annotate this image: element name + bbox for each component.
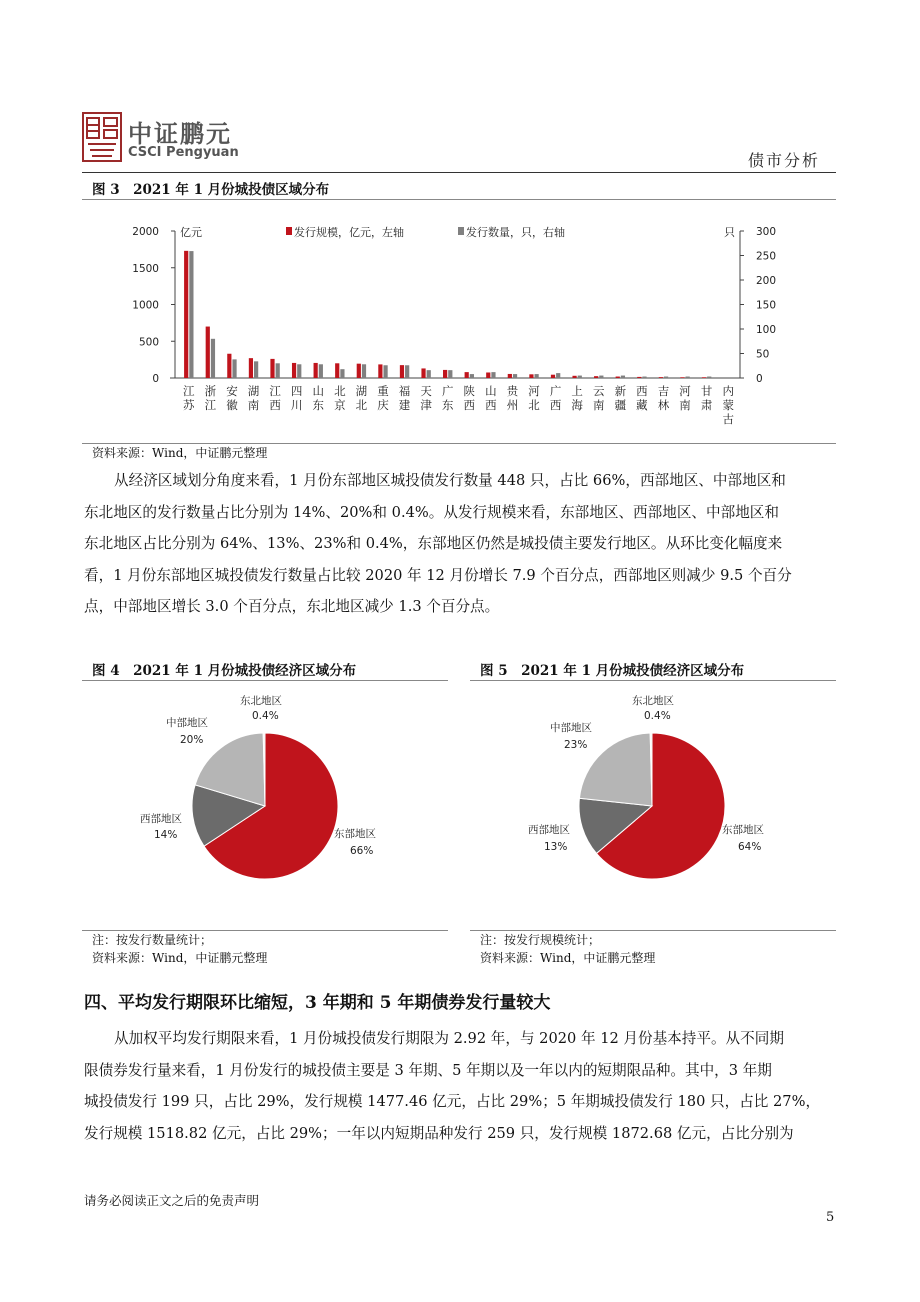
left-tick-label: 1500	[132, 262, 159, 275]
left-tick-label: 2000	[132, 226, 159, 238]
fig5-title: 图 5 2021 年 1 月份城投债经济区域分布	[480, 663, 745, 679]
bar-count-2	[232, 359, 236, 378]
bar-count-11	[427, 370, 431, 378]
bar-scale-11	[421, 368, 425, 378]
bar-scale-3	[249, 358, 253, 378]
bar-scale-2	[227, 354, 231, 378]
category-label: 甘	[700, 384, 713, 398]
left-tick-label: 0	[152, 373, 159, 385]
bar-count-0	[189, 251, 193, 378]
category-label: 京	[334, 398, 346, 412]
category-label: 安	[226, 384, 238, 398]
pie4-value-northeast: 0.4%	[252, 710, 279, 722]
category-label: 津	[420, 398, 432, 412]
para2-line-4: 发行规模 1518.82 亿元，占比 29%；一年以内短期品种发行 259 只，发行规模 1872.68 亿元，占比分别为	[84, 1124, 794, 1142]
category-label: 北	[528, 398, 540, 412]
category-label: 西	[549, 398, 562, 412]
category-label: 北	[334, 384, 346, 398]
category-label: 山	[485, 384, 497, 398]
bar-scale-23	[680, 377, 684, 378]
category-label: 福	[398, 384, 411, 398]
category-label: 南	[593, 398, 605, 412]
para2-line-1: 从加权平均发行期限来看，1 月份城投债发行期限为 2.92 年，与 2020 年 12 月份基本持平。从不同期	[114, 1030, 784, 1047]
bar-scale-14	[486, 372, 490, 378]
category-label: 林	[657, 398, 670, 412]
bar-scale-15	[508, 374, 512, 378]
bar-count-12	[448, 370, 452, 378]
bar-count-24	[707, 377, 711, 378]
category-label: 藏	[636, 398, 648, 412]
right-tick-label: 100	[756, 324, 777, 336]
right-tick-label: 250	[756, 250, 777, 263]
category-label: 湖	[247, 384, 260, 398]
pie5-label-west: 西部地区	[528, 824, 570, 836]
bar-count-8	[362, 364, 366, 378]
bar-count-19	[599, 376, 603, 378]
category-label: 北	[355, 398, 368, 412]
category-label: 内	[722, 384, 734, 398]
bar-scale-17	[551, 375, 555, 378]
bar-scale-21	[637, 377, 641, 378]
footer-disclaimer: 请务必阅读正文之后的免责声明	[84, 1193, 260, 1208]
fig4-source: 资料来源：Wind，中证鹏元整理	[92, 951, 268, 965]
fig5-pie-chart	[470, 682, 836, 922]
category-label: 南	[247, 398, 260, 412]
category-label: 西	[269, 398, 281, 412]
bar-count-5	[297, 364, 301, 378]
bar-count-4	[276, 363, 280, 378]
logo-name-en: CSCI Pengyuan	[128, 145, 239, 160]
category-label: 广	[549, 384, 562, 398]
bar-scale-7	[335, 363, 339, 378]
category-label: 苏	[183, 398, 195, 412]
right-unit-label: 只	[724, 226, 735, 239]
bar-count-6	[319, 364, 323, 378]
pie5-value-east: 64%	[738, 841, 762, 853]
left-tick-label: 1000	[132, 299, 159, 312]
bar-scale-10	[400, 365, 404, 378]
right-tick-label: 200	[756, 275, 777, 287]
pie5-value-northeast: 0.4%	[644, 710, 671, 722]
legend-swatch-scale	[286, 227, 292, 235]
fig3-source: 资料来源：Wind，中证鹏元整理	[92, 446, 268, 460]
category-label: 肃	[700, 398, 713, 412]
category-label: 海	[571, 398, 583, 412]
left-tick-label: 500	[138, 336, 159, 349]
fig4-note: 注：按发行数量统计；	[92, 933, 213, 947]
category-label: 江	[269, 384, 281, 398]
bar-count-1	[211, 339, 215, 378]
bar-scale-9	[378, 364, 382, 378]
bar-scale-24	[702, 377, 706, 378]
bar-count-22	[664, 377, 668, 378]
paragraph-maturity	[84, 1023, 836, 1149]
category-label: 湖	[355, 384, 368, 398]
pie4-label-northeast: 东北地区	[240, 695, 282, 707]
pie4-value-west: 14%	[154, 829, 178, 841]
category-label: 西	[485, 398, 497, 412]
category-label: 西	[636, 384, 648, 398]
fig4-top-rule	[82, 680, 448, 681]
category-label: 山	[312, 384, 324, 398]
category-label: 河	[679, 384, 691, 398]
fig5-source: 资料来源：Wind，中证鹏元整理	[480, 951, 656, 965]
bar-scale-4	[270, 359, 274, 378]
bar-scale-19	[594, 376, 598, 378]
category-label: 徽	[226, 398, 238, 412]
pie5-label-central: 中部地区	[550, 722, 592, 734]
bar-count-9	[383, 365, 387, 378]
category-label: 疆	[614, 398, 627, 412]
bar-scale-8	[357, 364, 361, 378]
bar-scale-6	[314, 363, 318, 378]
bar-count-17	[556, 373, 560, 378]
fig3-top-rule	[82, 199, 836, 200]
para1-line-2: 东北地区的发行数量占比分别为 14%、20%和 0.4%。从发行规模来看，东部地区、西部地区、中部地区和	[84, 503, 779, 521]
category-label: 江	[204, 398, 217, 412]
category-label: 东	[312, 398, 324, 412]
para1-line-4: 看，1 月份东部地区城投债发行数量占比较 2020 年 12 月份增长 7.9 个百分点，西部地区则减少 9.5 个百分	[84, 566, 792, 584]
bar-count-16	[535, 374, 539, 378]
bar-count-18	[578, 376, 582, 378]
right-tick-label: 150	[756, 299, 777, 312]
bar-count-20	[621, 376, 625, 378]
category-label: 庆	[377, 398, 389, 412]
right-tick-label: 50	[756, 348, 770, 361]
logo-seal-icon	[82, 112, 122, 162]
pie5-value-central: 23%	[564, 739, 588, 751]
category-label: 西	[463, 398, 476, 412]
bar-scale-12	[443, 370, 447, 378]
category-label: 古	[722, 412, 734, 426]
para1-line-5: 点，中部地区增长 3.0 个百分点，东北地区减少 1.3 个百分点。	[84, 598, 500, 615]
category-label: 建	[398, 398, 411, 412]
bar-count-15	[513, 374, 517, 378]
pie4-label-west: 西部地区	[140, 813, 182, 825]
category-label: 州	[506, 398, 519, 412]
category-label: 陕	[463, 384, 476, 398]
category-label: 重	[377, 384, 389, 398]
category-label: 新	[614, 384, 627, 398]
section-name: 债市分析	[748, 151, 821, 170]
fig3-bar-chart	[82, 215, 836, 435]
bar-scale-22	[659, 377, 663, 378]
pie4-label-central: 中部地区	[166, 717, 208, 729]
bar-scale-13	[465, 372, 469, 378]
pie5-label-east: 东部地区	[722, 824, 764, 836]
bar-count-13	[470, 374, 474, 378]
section4-heading: 四、平均发行期限环比缩短，3 年期和 5 年期债券发行量较大	[84, 993, 551, 1013]
category-label: 南	[679, 398, 691, 412]
category-label: 云	[593, 384, 605, 398]
page-number: 5	[826, 1210, 835, 1225]
category-label: 天	[420, 384, 432, 398]
para2-line-3: 城投债发行 199 只，占比 29%，发行规模 1477.46 亿元，占比 29%；5 年期城投债发行 180 只，占比 27%，	[84, 1093, 821, 1110]
category-label: 浙	[204, 384, 217, 398]
bar-count-21	[642, 377, 646, 378]
category-label: 上	[571, 384, 583, 398]
fig4-pie-chart	[82, 682, 448, 922]
para1-line-1: 从经济区域划分角度来看，1 月份东部地区城投债发行数量 448 只，占比 66%，西部地区、中部地区和	[114, 472, 786, 489]
legend-label-count: 发行数量，只，右轴	[466, 226, 565, 239]
header-rule	[82, 172, 836, 173]
bar-count-3	[254, 361, 258, 378]
pie4-value-east: 66%	[350, 845, 374, 857]
bar-count-10	[405, 365, 409, 378]
paragraph-regions	[84, 465, 836, 623]
pie4-value-central: 20%	[180, 734, 204, 746]
bar-scale-0	[184, 251, 188, 378]
fig3-title: 图 3 2021 年 1 月份城投债区域分布	[92, 182, 330, 198]
para1-line-3: 东北地区占比分别为 64%、13%、23%和 0.4%，东部地区仍然是城投债主要发行地区。从环比变化幅度来	[84, 535, 783, 552]
legend-label-scale: 发行规模，亿元，左轴	[294, 226, 404, 239]
right-tick-label: 300	[756, 226, 777, 238]
bar-scale-5	[292, 363, 296, 378]
category-label: 东	[441, 398, 454, 412]
fig5-top-rule	[470, 680, 836, 681]
bar-scale-16	[529, 374, 533, 378]
fig5-note: 注：按发行规模统计；	[480, 933, 601, 947]
bar-scale-1	[206, 327, 210, 378]
category-label: 河	[528, 384, 540, 398]
left-unit-label: 亿元	[180, 226, 202, 239]
bar-count-7	[340, 369, 344, 378]
category-label: 贵	[506, 384, 519, 398]
legend-swatch-count	[458, 227, 464, 235]
category-label: 蒙	[722, 398, 734, 412]
logo	[82, 112, 122, 162]
category-label: 江	[183, 384, 195, 398]
right-tick-label: 0	[756, 373, 763, 385]
bar-count-23	[686, 377, 690, 378]
pie5-label-northeast: 东北地区	[632, 695, 674, 707]
category-label: 吉	[657, 384, 670, 398]
bar-count-14	[491, 372, 495, 378]
category-label: 广	[441, 384, 454, 398]
fig4-title: 图 4 2021 年 1 月份城投债经济区域分布	[92, 663, 357, 679]
bar-scale-18	[572, 376, 576, 378]
para2-line-2: 限债券发行量来看，1 月份发行的城投债主要是 3 年期、5 年期以及一年以内的短期限品种。其中，3 年期	[84, 1061, 772, 1079]
category-label: 四	[290, 384, 303, 398]
bar-scale-20	[616, 377, 620, 378]
category-label: 川	[290, 398, 303, 412]
logo-name-cn: 中证鹏元	[128, 120, 232, 148]
pie-slice-2	[579, 733, 652, 806]
pie5-value-west: 13%	[544, 841, 568, 853]
pie4-label-east: 东部地区	[334, 828, 376, 840]
